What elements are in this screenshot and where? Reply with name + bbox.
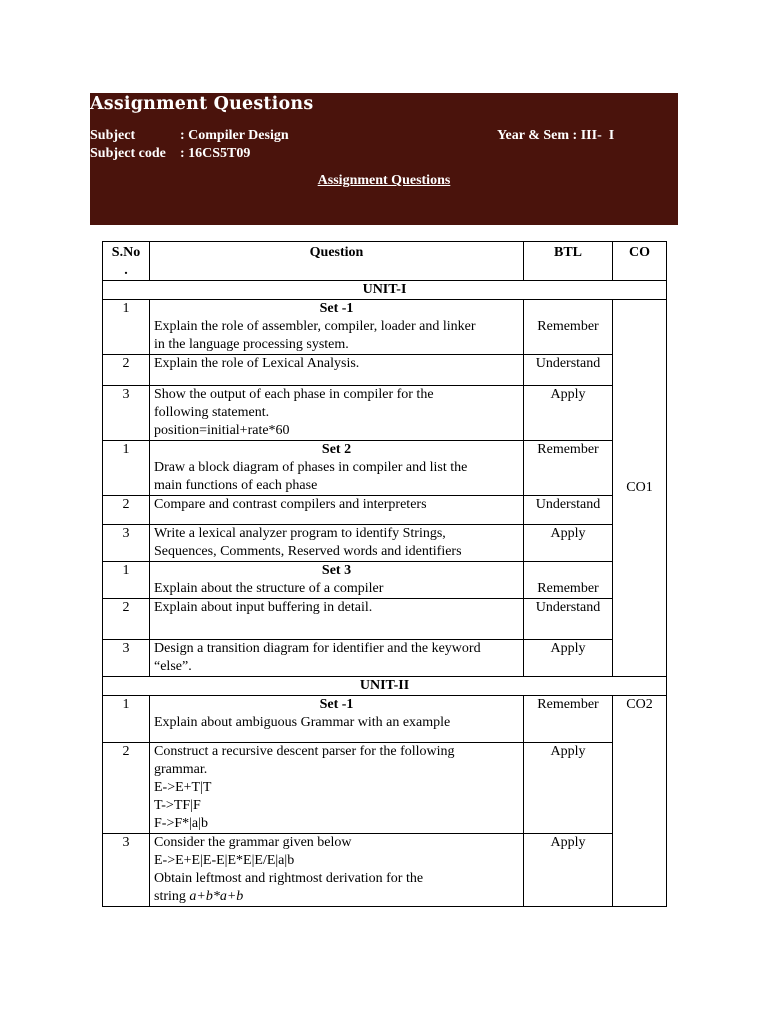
row-question [150, 743, 524, 834]
question-line: Draw a block diagram of phases in compiler and list the [154, 460, 468, 475]
row-question [150, 696, 524, 743]
row-sno: 3 [103, 386, 150, 441]
row-sno: 2 [103, 355, 150, 386]
row-btl: Remember [524, 300, 613, 355]
assignment-table [102, 241, 667, 907]
table-row [103, 640, 667, 677]
question-line: in the language processing system. [154, 337, 349, 352]
unit-label: UNIT-II [103, 677, 667, 696]
header-co: CO [613, 242, 667, 281]
row-question [150, 386, 524, 441]
question-line: F->F*|a|b [154, 816, 208, 831]
question-line: main functions of each phase [154, 478, 318, 493]
row-question [150, 525, 524, 562]
row-btl: Understand [524, 496, 613, 525]
table-row [103, 525, 667, 562]
question-line: E->E+E|E-E|E*E|E/E|a|b [154, 853, 295, 868]
question-line: Consider the grammar given below [154, 835, 352, 850]
question-line: grammar. [154, 762, 208, 777]
row-sno: 2 [103, 743, 150, 834]
co-cell: CO1 [613, 300, 667, 677]
row-sno: 3 [103, 525, 150, 562]
page-title: Assignment Questions [90, 94, 314, 114]
row-btl: Remember [524, 562, 613, 599]
table-row [103, 599, 667, 640]
question-line: Explain about the structure of a compiler [154, 581, 384, 596]
set-label: Set 2 [321, 442, 352, 457]
question-line: position=initial+rate*60 [154, 423, 290, 438]
row-btl: Apply [524, 834, 613, 907]
question-line: T->TF|F [154, 798, 201, 813]
question-line: “else”. [154, 659, 192, 674]
row-sno: 2 [103, 599, 150, 640]
table-row [103, 300, 667, 355]
table-header-row [103, 242, 667, 281]
row-question [150, 599, 524, 640]
question-line: following statement. [154, 405, 270, 420]
subject-code-value: : 16CS5T09 [180, 146, 251, 161]
question-line [154, 888, 519, 906]
set-label: Set 3 [321, 563, 352, 578]
subject-value: : Compiler Design [180, 128, 289, 143]
row-question [150, 834, 524, 907]
row-btl: Apply [524, 525, 613, 562]
row-question [150, 562, 524, 599]
unit-row [103, 281, 667, 300]
set-label: Set -1 [319, 301, 354, 316]
header-banner [90, 93, 678, 225]
section-subtitle: Assignment Questions [317, 173, 451, 188]
year-sem: Year & Sem : III- I [497, 128, 615, 143]
row-sno: 1 [103, 441, 150, 496]
question-line: Sequences, Comments, Reserved words and identifiers [154, 544, 462, 559]
row-btl: Apply [524, 386, 613, 441]
header-sno: S.No . [103, 242, 150, 281]
question-line: E->E+T|T [154, 780, 212, 795]
table-row [103, 496, 667, 525]
table-row [103, 441, 667, 496]
row-question [150, 640, 524, 677]
table-row [103, 743, 667, 834]
question-line: Write a lexical analyzer program to identify Strings, [154, 526, 446, 541]
row-btl: Apply [524, 640, 613, 677]
unit-label: UNIT-I [103, 281, 667, 300]
row-sno: 1 [103, 696, 150, 743]
question-text: string [154, 889, 190, 904]
question-line: Design a transition diagram for identifier and the keyword [154, 641, 481, 656]
row-sno: 3 [103, 834, 150, 907]
table-row [103, 386, 667, 441]
subject-label: Subject [90, 128, 136, 143]
table-row [103, 834, 667, 907]
question-line: Explain about ambiguous Grammar with an example [154, 715, 451, 730]
unit-row [103, 677, 667, 696]
table-row [103, 696, 667, 743]
row-btl: Remember [524, 696, 613, 743]
subject-code-label: Subject code [90, 146, 166, 161]
row-question [150, 496, 524, 525]
table-row [103, 355, 667, 386]
row-sno: 3 [103, 640, 150, 677]
header-btl: BTL [524, 242, 613, 281]
question-line: Construct a recursive descent parser for the following [154, 744, 455, 759]
question-line: Compare and contrast compilers and interpreters [154, 497, 427, 512]
row-btl: Apply [524, 743, 613, 834]
question-string: a+b*a+b [189, 889, 244, 904]
table-row [103, 562, 667, 599]
question-line: Obtain leftmost and rightmost derivation for the [154, 871, 424, 886]
question-line: Explain the role of Lexical Analysis. [154, 356, 360, 371]
co-cell: CO2 [613, 696, 667, 907]
row-question [150, 300, 524, 355]
row-btl: Understand [524, 599, 613, 640]
row-btl: Understand [524, 355, 613, 386]
question-line: Explain the role of assembler, compiler, loader and linker [154, 319, 476, 334]
row-sno: 1 [103, 562, 150, 599]
row-sno: 2 [103, 496, 150, 525]
row-sno: 1 [103, 300, 150, 355]
set-label: Set -1 [319, 697, 354, 712]
question-line: Show the output of each phase in compiler for the [154, 387, 434, 402]
question-line: Explain about input buffering in detail. [154, 600, 373, 615]
row-question [150, 441, 524, 496]
header-question: Question [150, 242, 524, 281]
row-btl: Remember [524, 441, 613, 496]
row-question [150, 355, 524, 386]
